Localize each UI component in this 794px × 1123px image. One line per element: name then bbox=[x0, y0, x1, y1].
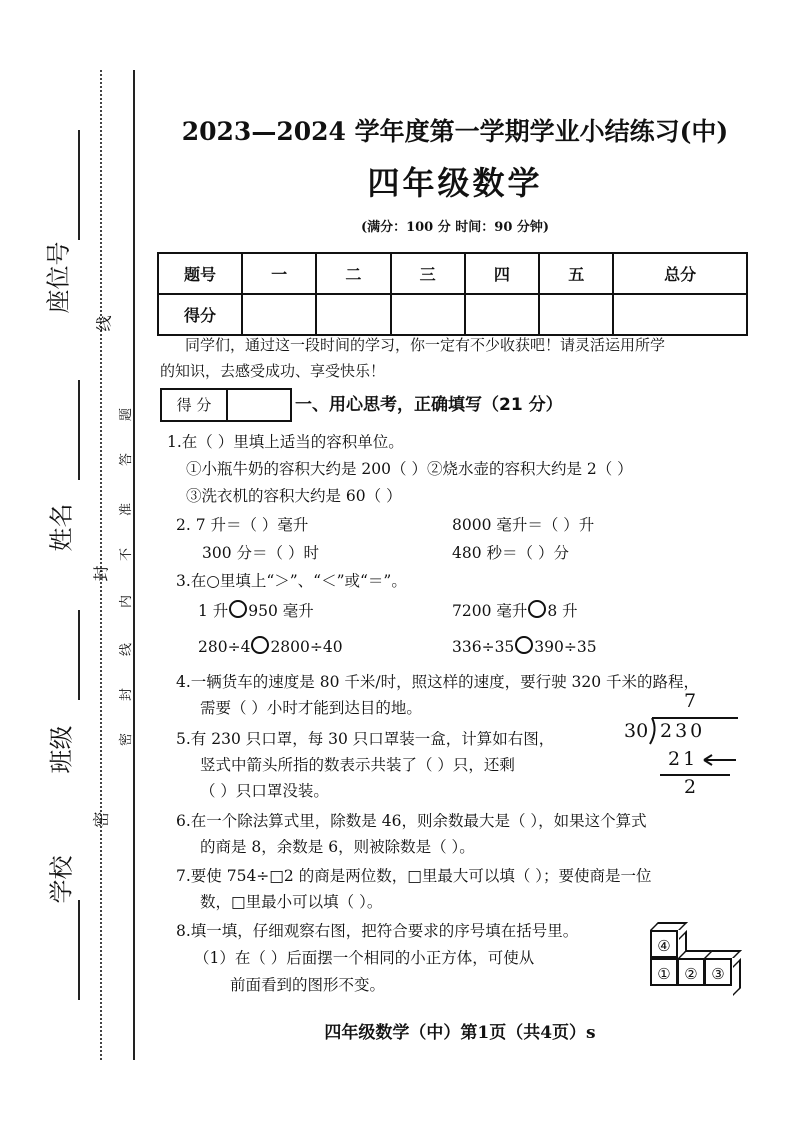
score-input-cell[interactable] bbox=[539, 294, 613, 335]
q3d-right: 390÷35 bbox=[534, 638, 597, 656]
cube-figure bbox=[645, 920, 755, 1000]
score-row-label: 得分 bbox=[158, 294, 242, 335]
question-8b: （1）在（ ）后面摆一个相同的小正方体，可使从 bbox=[194, 949, 535, 967]
cube-1: ① bbox=[650, 958, 678, 986]
score-table bbox=[157, 252, 748, 336]
school-field[interactable] bbox=[40, 820, 80, 1000]
score-header-cell: 三 bbox=[391, 253, 465, 294]
seal-char-xian2: 线 bbox=[119, 642, 135, 657]
compare-circle-icon[interactable] bbox=[229, 600, 247, 618]
division-remainder: 2 bbox=[684, 776, 697, 798]
question-7b: 数，□里最小可以填（ ）。 bbox=[200, 893, 383, 911]
score-header-cell: 总分 bbox=[613, 253, 747, 294]
q3a-left: 1 升 bbox=[198, 602, 229, 620]
q3a-right: 950 毫升 bbox=[248, 602, 314, 620]
question-3d bbox=[452, 636, 597, 656]
seat-field[interactable] bbox=[40, 110, 80, 320]
compare-circle-icon[interactable] bbox=[528, 600, 546, 618]
school-underline bbox=[78, 900, 80, 1000]
cube-3: ③ bbox=[704, 958, 732, 986]
score-header-cell: 四 bbox=[465, 253, 539, 294]
score-table-header-row bbox=[158, 253, 747, 294]
question-1a: ①小瓶牛奶的容积大约是 200（ ）②烧水壶的容积大约是 2（ ） bbox=[186, 460, 633, 478]
seal-char-xian: 线 bbox=[94, 315, 114, 332]
cube-4: ④ bbox=[650, 930, 678, 958]
q3d-left: 336÷35 bbox=[452, 638, 515, 656]
question-2a: 2. 7 升＝（ ）毫升 bbox=[176, 516, 309, 534]
class-underline bbox=[78, 610, 80, 700]
question-4a: 4.一辆货车的速度是 80 千米/时，照这样的速度，要行驶 320 千米的路程， bbox=[176, 673, 700, 691]
question-1: 1.在（ ）里填上适当的容积单位。 bbox=[167, 433, 404, 451]
section1-score-box[interactable] bbox=[160, 388, 292, 422]
school-label: 学校 bbox=[47, 855, 76, 904]
q3c-left: 280÷4 bbox=[198, 638, 251, 656]
division-product: 21 bbox=[668, 748, 699, 770]
q3c-right: 2800÷40 bbox=[270, 638, 343, 656]
question-6b: 的商是 8，余数是 6，则被除数是（ ）。 bbox=[200, 838, 475, 856]
question-7a: 7.要使 754÷□2 的商是两位数，□里最大可以填（ ）；要使商是一位 bbox=[176, 867, 652, 885]
score-header-cell: 二 bbox=[316, 253, 390, 294]
division-divisor: 30 bbox=[624, 720, 649, 742]
question-5b: 竖式中箭头所指的数表示共装了（ ）只，还剩 bbox=[200, 756, 515, 774]
question-2c: 300 分＝（ ）时 bbox=[202, 544, 319, 562]
subject-title: 四年级数学 bbox=[367, 164, 543, 202]
exam-info: (满分：100 分 时间：90 分钟) bbox=[360, 220, 550, 235]
class-label: 班级 bbox=[47, 725, 76, 774]
cube-top-face bbox=[650, 922, 688, 930]
exam-title: 2023—2024 学年度第一学期学业小结练习(中) bbox=[181, 117, 729, 146]
name-field[interactable] bbox=[40, 380, 80, 580]
score-table-score-row bbox=[158, 294, 747, 335]
question-5a: 5.有 230 只口罩，每 30 只口罩装一盒，计算如右图， bbox=[176, 730, 555, 748]
seal-char-nei: 内 bbox=[119, 594, 135, 609]
seal-char-mi-big: 密 bbox=[91, 811, 111, 828]
binding-solid-line bbox=[133, 70, 135, 1060]
intro-line-1: 同学们，通过这一段时间的学习，你一定有不少收获吧！请灵活运用所学 bbox=[185, 336, 666, 354]
question-3: 3.在○里填上“＞”、“＜”或“＝”。 bbox=[176, 572, 407, 590]
compare-circle-icon[interactable] bbox=[251, 636, 269, 654]
seat-label: 座位号 bbox=[44, 241, 73, 314]
question-8a: 8.填一填，仔细观察右图，把符合要求的序号填在括号里。 bbox=[176, 922, 579, 940]
seal-char-zhun: 准 bbox=[119, 502, 135, 517]
question-1b: ③洗衣机的容积大约是 60（ ） bbox=[186, 487, 402, 505]
q3b-left: 7200 毫升 bbox=[452, 602, 528, 620]
q3b-right: 8 升 bbox=[547, 602, 578, 620]
question-3a bbox=[198, 599, 314, 621]
seal-char-bu: 不 bbox=[119, 547, 135, 562]
class-field[interactable] bbox=[40, 610, 80, 790]
cube-2: ② bbox=[677, 958, 705, 986]
question-3b bbox=[452, 599, 578, 621]
cube-side-face bbox=[733, 958, 741, 996]
name-label: 姓名 bbox=[47, 503, 76, 552]
seal-char-mi: 密 bbox=[119, 732, 135, 747]
score-header-cell: 五 bbox=[539, 253, 613, 294]
score-input-cell[interactable] bbox=[316, 294, 390, 335]
page-footer: 四年级数学（中）第1页（共4页）s bbox=[324, 1023, 596, 1043]
division-dividend: 230 bbox=[660, 720, 706, 742]
long-division-figure bbox=[620, 690, 750, 800]
seal-char-da: 答 bbox=[119, 452, 135, 467]
score-input-cell[interactable] bbox=[242, 294, 316, 335]
score-input-cell[interactable] bbox=[391, 294, 465, 335]
question-2b: 8000 毫升＝（ ）升 bbox=[452, 516, 595, 534]
seal-char-feng: 封 bbox=[119, 687, 135, 702]
division-quotient: 7 bbox=[684, 690, 697, 712]
score-input-cell[interactable] bbox=[465, 294, 539, 335]
question-6a: 6.在一个除法算式里，除数是 46，则余数最大是（ ），如果这个算式 bbox=[176, 812, 647, 830]
score-input-cell[interactable] bbox=[613, 294, 747, 335]
score-header-cell: 一 bbox=[242, 253, 316, 294]
question-4b: 需要（ ）小时才能到达目的地。 bbox=[200, 699, 422, 717]
question-5c: （ ）只口罩没装。 bbox=[200, 782, 329, 800]
question-3c bbox=[198, 636, 343, 656]
section1-title: 一、用心思考，正确填写（21 分） bbox=[295, 395, 563, 415]
section1-score-label: 得 分 bbox=[162, 390, 228, 420]
question-2d: 480 秒＝（ ）分 bbox=[452, 544, 569, 562]
score-header-cell: 题号 bbox=[158, 253, 242, 294]
left-arrow-icon bbox=[700, 750, 740, 770]
question-8c: 前面看到的图形不变。 bbox=[230, 976, 386, 994]
intro-line-2: 的知识，去感受成功、享受快乐！ bbox=[160, 362, 386, 380]
cube-top-face bbox=[704, 950, 742, 958]
compare-circle-icon[interactable] bbox=[515, 636, 533, 654]
seat-underline bbox=[78, 130, 80, 240]
seal-char-ti: 题 bbox=[119, 407, 135, 422]
name-underline bbox=[78, 380, 80, 480]
seal-char-feng-big: 封 bbox=[91, 565, 111, 582]
